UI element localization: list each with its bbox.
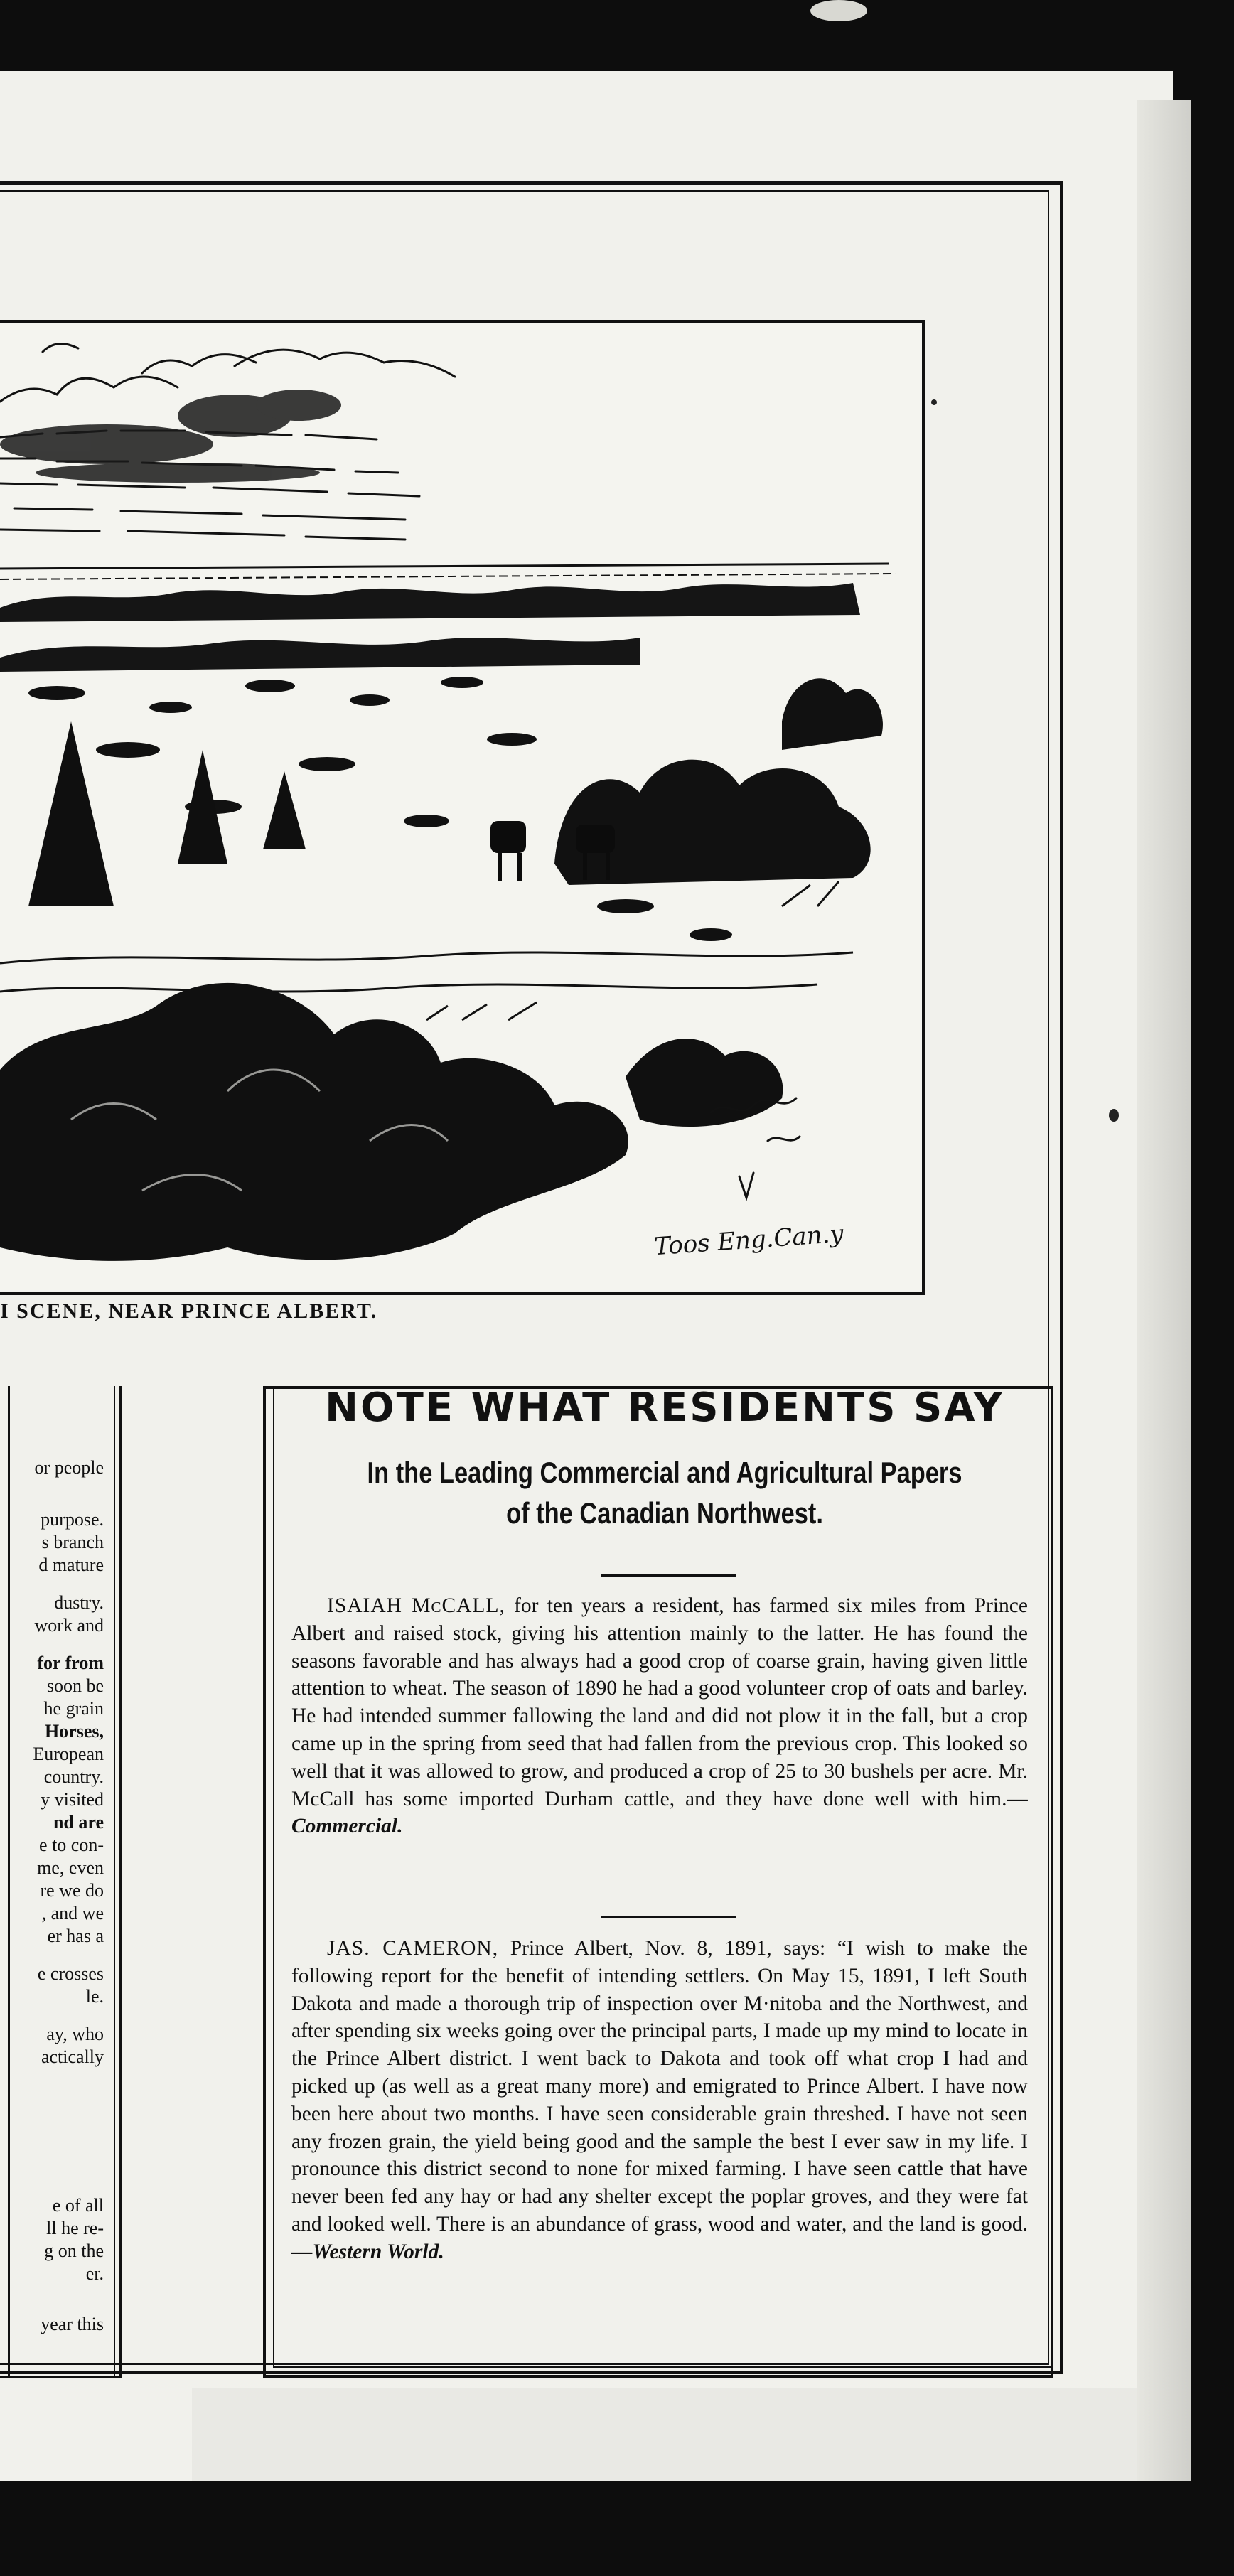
fragment-line: me, even (37, 1857, 104, 1878)
fragment-line: purpose. (41, 1509, 104, 1530)
fragment-line: country. (43, 1766, 104, 1787)
column-rule (114, 1386, 115, 2378)
foreground-brush (0, 983, 783, 1261)
fragment-line: ll he re- (46, 2218, 104, 2238)
fragment-line: e crosses (37, 1963, 104, 1984)
distant-treeline (0, 583, 860, 672)
poplar-grove (554, 678, 883, 885)
fragment-line: European (33, 1744, 104, 1764)
testimonial-attribution: —Commercial. (291, 1787, 1028, 1838)
fragment-line: dustry. (54, 1592, 104, 1613)
fragment-line: e to con- (39, 1835, 104, 1855)
fragment-line: le. (85, 1986, 104, 2007)
fragment-line: or people (34, 1457, 104, 1478)
fragment-line: for from (37, 1653, 104, 1673)
landscape-illustration (0, 320, 926, 1295)
fragment-line: d mature (38, 1555, 104, 1575)
testimonial-mccall (291, 1592, 1028, 1840)
engraver-signature: Toos Eng.Can.y (653, 1219, 844, 1262)
testimonial-attribution: —Western World. (291, 2240, 444, 2263)
page-bottom-margin (192, 2388, 1137, 2481)
fragment-line: work and (34, 1615, 104, 1636)
conifer-trees (28, 721, 306, 906)
testimonial-body: for ten years a resident, has farmed six miles from Prince Albert and raised stock, giving his attention mainly to the latter. He has found the seasons favorable and has always had a good crop of coarse grain, having given little attention to wheat. The season of 1890 he had a good volunteer crop of oats and barley. He had intended summer fallowing the land and did not plow it in the fall, but a crop came up in the spring from seed that had fallen from the previous crop. This looked so well that it was allowed to grow, and produced a crop of 25 to 30 bushels per acre. Mr. McCall has some imported Durham cattle, and they have done well with him. (291, 1594, 1028, 1810)
fragment-line: s branch (41, 1532, 104, 1552)
left-edge-rule (0, 1386, 10, 2378)
cloud-hatching (0, 390, 341, 483)
section-divider (601, 1574, 736, 1577)
fragment-line: he grain (43, 1698, 104, 1719)
section-divider (601, 1916, 736, 1918)
fragment-line: ay, who (46, 2024, 104, 2044)
article-headline: NOTE WHAT RESIDENTS SAY (325, 1385, 1004, 1431)
fragment-line: e of all (52, 2195, 104, 2216)
fragment-line: g on the (44, 2240, 104, 2261)
page-edge-shadow (1137, 100, 1191, 2481)
column-bottom-rule (0, 2376, 119, 2378)
fragment-line: year this (41, 2314, 104, 2334)
fragment-line: y visited (41, 1789, 104, 1810)
testimonial-name: ISAIAH McCALL, (327, 1594, 505, 1617)
fragment-line: actically (41, 2046, 104, 2067)
ink-speck (1109, 1109, 1119, 1122)
ink-speck (931, 399, 937, 405)
fragment-line: soon be (46, 1675, 104, 1696)
left-column-fragment (0, 1386, 122, 2378)
subhead-line-2: of the Canadian Northwest. (506, 1496, 823, 1530)
article-subhead (353, 1452, 976, 1533)
fragment-line: Horses, (44, 1721, 104, 1742)
fragment-line: , and we (41, 1903, 104, 1923)
subhead-line-1: In the Leading Commercial and Agricultural Papers (367, 1456, 962, 1489)
torn-paper-speck (810, 0, 867, 21)
testimonial-body: Prince Albert, Nov. 8, 1891, says: “I wish to make the following report for the benefit of intending settlers. On May 15, 1891, I left South Dakota and made a thorough trip of inspection over M·nitoba and the Northwest, and after spending six weeks going over the principal parts, I made up my mind to locate in the Prince Albert district. I went back to Dakota and took off what crop I had and picked up (as well as a great many more) and emigrated to Prince Albert. I have now been here about two months. I have seen considerable grain threshed. I have not seen any frozen grain, the yield being good and the sample the best I ever saw in my life. I pronounce this district second to none for mixed farming. I have seen cattle that have never been fed any hay or had any shelter except the poplar groves, and they were fat and looked well. There is an abundance of grass, wood and water, and the land is good. (291, 1937, 1028, 2236)
fragment-line: er has a (47, 1926, 104, 1946)
testimonial-cameron (291, 1935, 1028, 2266)
grass-rows (0, 881, 853, 1041)
illustration-caption: I SCENE, NEAR PRINCE ALBERT. (0, 1299, 378, 1323)
testimonial-name: JAS. CAMERON, (327, 1937, 499, 1960)
fragment-line: nd are (53, 1812, 104, 1832)
fragment-line: er. (85, 2263, 104, 2284)
fragment-line: re we do (40, 1880, 104, 1901)
